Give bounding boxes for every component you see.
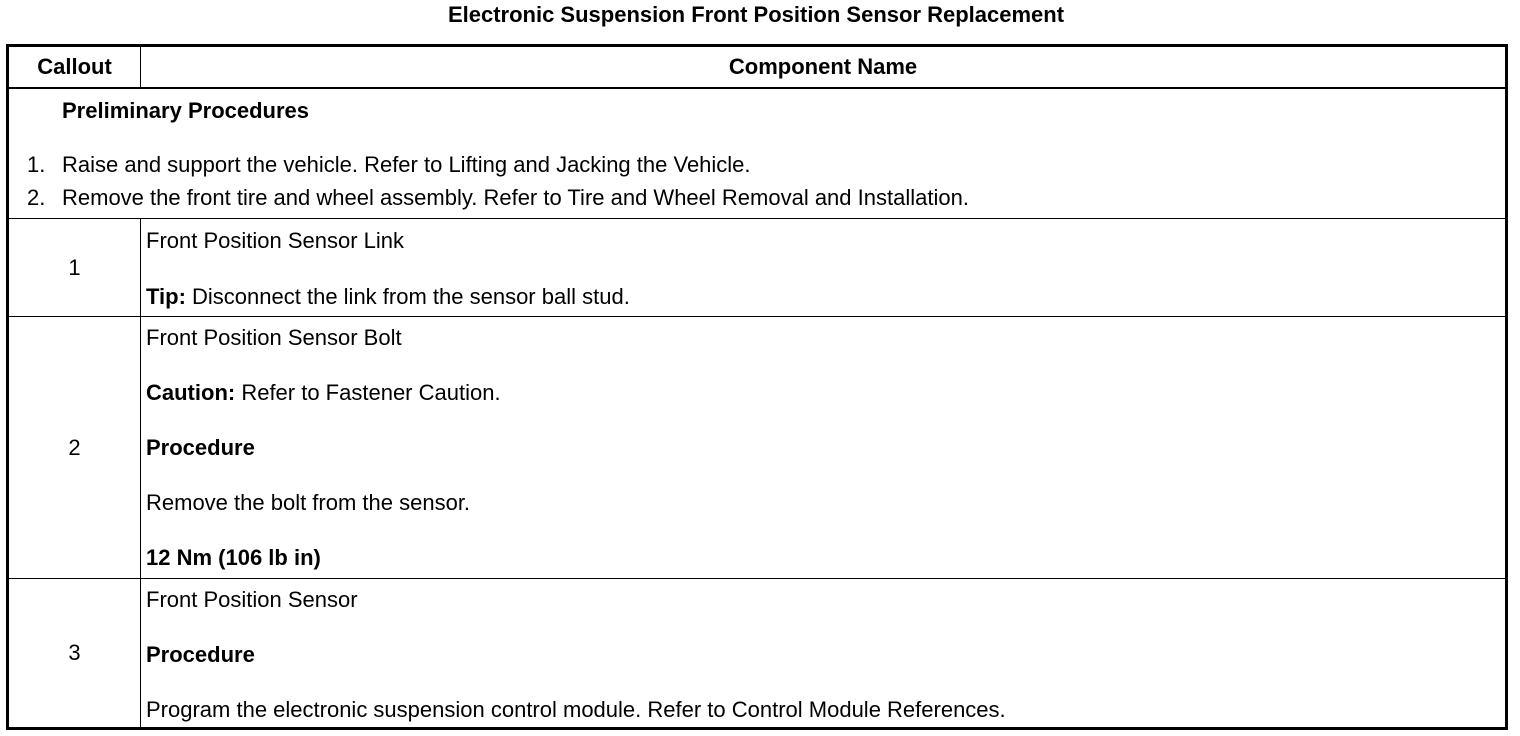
tip-text: Disconnect the link from the sensor ball stud. — [185, 284, 630, 309]
procedure-table — [6, 44, 1508, 730]
header-callout: Callout — [9, 47, 141, 87]
tip-label: Tip: — [146, 284, 186, 309]
procedure-text: Remove the bolt from the sensor. — [146, 490, 471, 515]
caution-text: Refer to Fastener Caution. — [235, 380, 501, 405]
procedure-text: Program the electronic suspension control module. Refer to Control Module References. — [146, 697, 1006, 722]
table-row — [9, 317, 1505, 579]
table-header-row — [9, 47, 1505, 89]
preliminary-procedures-section — [9, 89, 1505, 219]
callout-number: 1 — [9, 219, 141, 316]
step-number: 2. — [27, 185, 46, 210]
callout-number: 2 — [9, 317, 141, 578]
table-row — [9, 219, 1505, 317]
preliminary-step — [27, 184, 969, 212]
table-row — [9, 579, 1505, 727]
component-name: Front Position Sensor Link — [146, 228, 405, 253]
preliminary-procedures-heading: Preliminary Procedures — [62, 98, 310, 123]
tip-note — [146, 283, 630, 311]
procedure-heading: Procedure — [146, 642, 255, 667]
procedure-heading: Procedure — [146, 435, 255, 460]
callout-number: 3 — [9, 579, 141, 727]
component-name: Front Position Sensor Bolt — [146, 325, 402, 350]
component-name: Front Position Sensor — [146, 587, 358, 612]
header-component-name: Component Name — [728, 54, 918, 79]
caution-note — [146, 379, 501, 407]
document-title: Electronic Suspension Front Position Sensor Replacement — [447, 2, 1065, 27]
torque-spec: 12 Nm (106 lb in) — [146, 545, 321, 570]
caution-label: Caution: — [146, 380, 236, 405]
step-number: 1. — [27, 152, 46, 177]
preliminary-step — [27, 151, 751, 179]
step-text: Remove the front tire and wheel assembly. Refer to Tire and Wheel Removal and Installation. — [62, 185, 969, 210]
step-text: Raise and support the vehicle. Refer to Lifting and Jacking the Vehicle. — [62, 152, 751, 177]
